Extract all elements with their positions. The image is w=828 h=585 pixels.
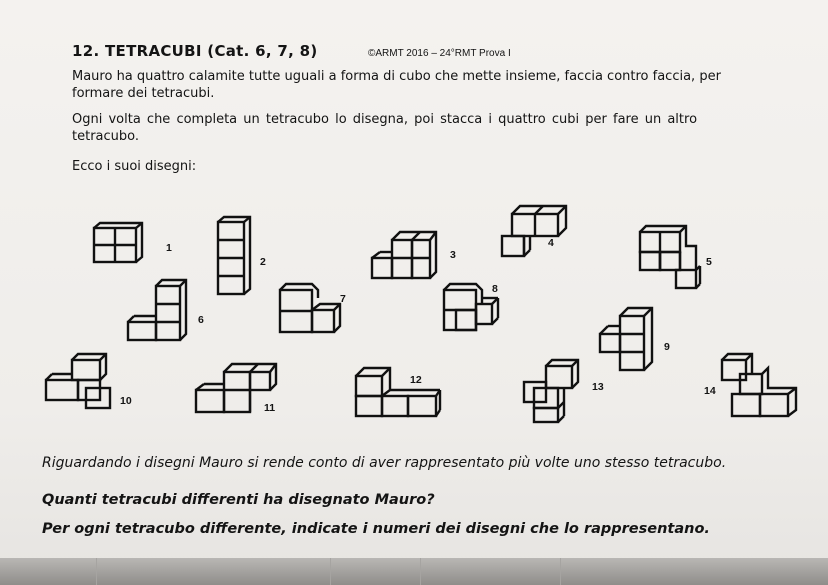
intro-line-2: formare dei tetracubi. xyxy=(72,86,215,101)
tetracube-drawing-4 xyxy=(502,206,566,256)
intro-line-1: Mauro ha quattro calamite tutte uguali a forma di cubo che mette insieme, faccia contro faccia, per xyxy=(72,69,721,84)
tetracube-drawing-6 xyxy=(128,280,186,340)
tetracube-drawing-13 xyxy=(524,360,578,422)
figure-label-1: 1 xyxy=(166,242,172,254)
tetracube-drawing-2 xyxy=(218,217,250,294)
figure-label-14: 14 xyxy=(704,385,716,397)
tetracube-drawing-12 xyxy=(356,368,440,416)
tetracube-drawing-10 xyxy=(46,354,110,408)
figure-label-12: 12 xyxy=(410,374,422,386)
figure-label-8: 8 xyxy=(492,283,498,295)
intro-line-3: Ogni volta che completa un tetracubo lo disegna, poi stacca i quattro cubi per fare un altro xyxy=(72,112,698,127)
figure-label-4: 4 xyxy=(548,237,554,249)
intro-line-4: tetracubo. xyxy=(72,129,139,144)
tetracube-drawing-14 xyxy=(722,354,796,416)
question-line-2: Quanti tetracubi differenti ha disegnato Mauro? xyxy=(42,492,435,508)
figure-label-3: 3 xyxy=(450,249,456,261)
tetracube-drawing-9 xyxy=(600,308,652,370)
tetracube-drawing-5 xyxy=(640,226,700,288)
tetracube-drawing-1 xyxy=(94,223,142,262)
figure-label-10: 10 xyxy=(120,395,132,407)
figure-label-6: 6 xyxy=(198,314,204,326)
tetracube-drawing-3 xyxy=(372,232,436,278)
answer-grid-edge xyxy=(0,558,828,585)
question-line-1: Riguardando i disegni Mauro si rende conto di aver rappresentato più volte uno stesso tetracubo. xyxy=(42,455,727,471)
figure-label-9: 9 xyxy=(664,341,670,353)
figure-label-13: 13 xyxy=(592,381,604,393)
intro-line-5: Ecco i suoi disegni: xyxy=(72,159,197,174)
figure-label-11: 11 xyxy=(264,402,276,414)
question-line-3: Per ogni tetracubo differente, indicate i numeri dei disegni che lo rappresentano. xyxy=(42,521,710,537)
tetracube-drawing-8 xyxy=(444,284,498,330)
figure-label-7: 7 xyxy=(340,293,346,305)
source-credit: ©ARMT 2016 – 24°RMT Prova I xyxy=(368,48,511,59)
problem-title: 12. TETRACUBI (Cat. 6, 7, 8) xyxy=(72,42,318,60)
tetracube-drawing-7 xyxy=(280,284,340,332)
figure-label-5: 5 xyxy=(706,256,712,268)
figure-label-2: 2 xyxy=(260,256,266,268)
